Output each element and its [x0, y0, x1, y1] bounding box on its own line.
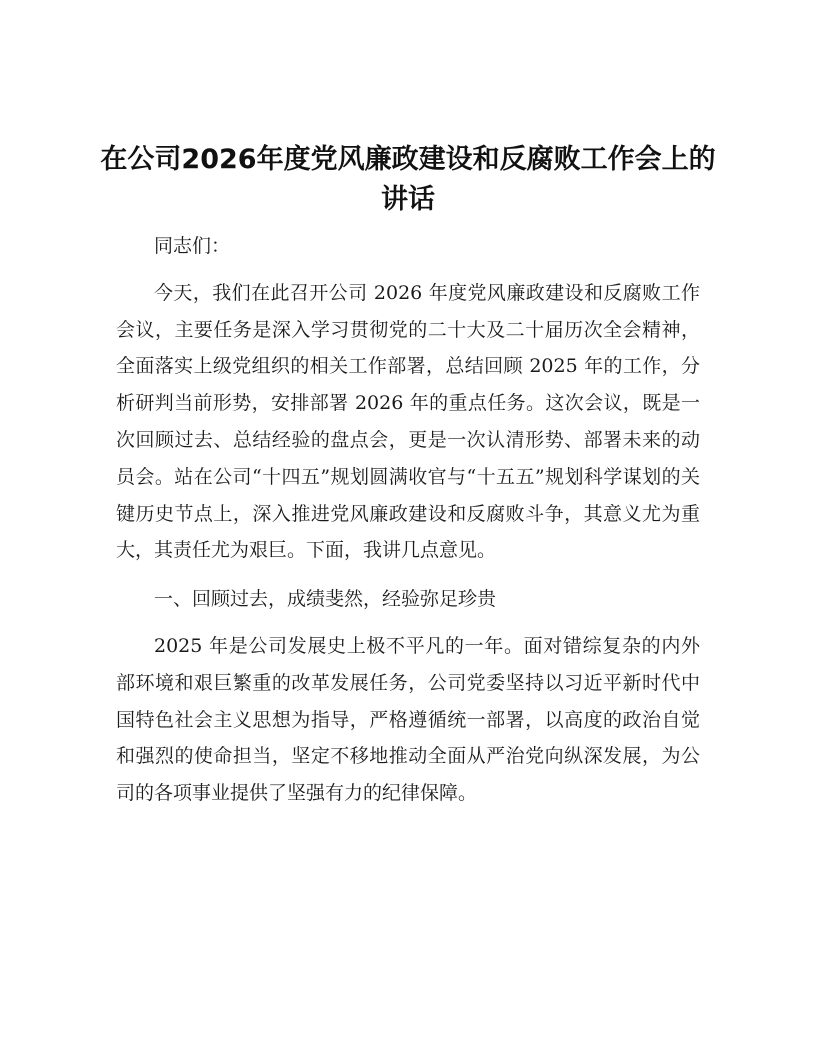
document-title: 在公司2026年度党风廉政建设和反腐败工作会上的讲话 — [100, 144, 716, 215]
salutation: 同志们： — [154, 235, 231, 257]
paragraph-intro: 今天，我们在此召开公司 2026 年度党风廉政建设和反腐败工作会议，主要任务是深入学习贯彻党的二十大及二十届历次全会精神，全面落实上级党组织的相关工作部署，总结回顾 2025 年的工作，分析研判当前形势，安排部署 2026 年的重点任务。这次会议，既是一次回顾过去、总结经验的盘点会，更是一次认清形势、部署未来的动员会。站在公司“十四五”规划圆满收官与“十五五”规划科学谋划的关键历史节点上，深入推进党风廉政建设和反腐败斗争，其意义尤为重大，其责任尤为艰巨。下面，我讲几点意见。 — [116, 281, 700, 562]
document-body — [116, 228, 700, 824]
paragraph-review: 2025 年是公司发展史上极不平凡的一年。面对错综复杂的内外部环境和艰巨繁重的改革发展任务，公司党委坚持以习近平新时代中国特色社会主义思想为指导，严格遵循统一部署，以高度的政治自觉和强烈的使命担当，坚定不移地推动全面从严治党向纵深发展，为公司的各项事业提供了坚强有力的纪律保障。 — [116, 634, 700, 805]
section-heading: 一、回顾过去，成绩斐然，经验弥足珍贵 — [154, 588, 497, 611]
